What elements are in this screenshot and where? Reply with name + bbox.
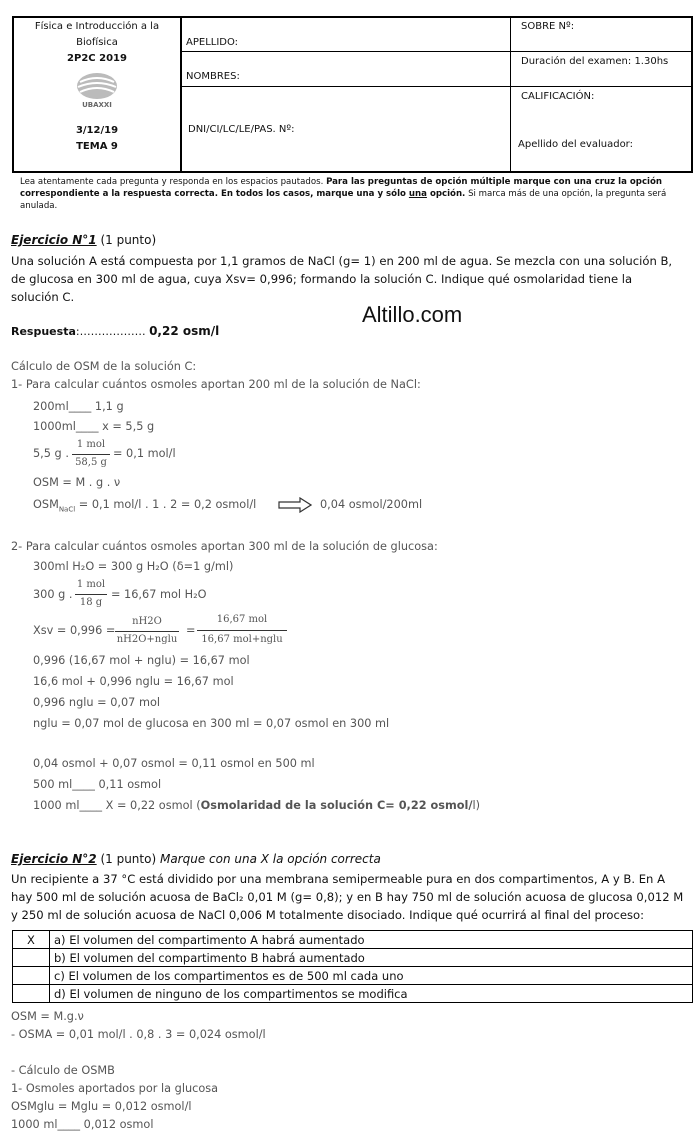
option-b-mark[interactable]: [13, 949, 50, 967]
calc-title: Cálculo de OSM de la solución C:: [11, 360, 197, 373]
s2-line4: 0,996 (16,67 mol + nglu) = 16,67 mol: [33, 654, 250, 667]
course-name-line1: Física e Introducción a la: [34, 21, 160, 32]
s1-line3-pre: 5,5 g .: [33, 447, 69, 460]
options-table: [12, 930, 693, 1003]
s1-line5-post: = 0,1 mol/l . 1 . 2 = 0,2 osmol/l: [75, 498, 257, 511]
ej1-title: Ejercicio N°1: [11, 233, 97, 247]
ej2-text3: y 250 ml de solución acuosa de NaCl 0,006 M totalmente disociado. Indique qué ocurrirá al final del proceso:: [11, 908, 645, 922]
ej1-answer: [11, 324, 219, 338]
instr-line1-b: Para las preguntas de opción múltiple marque con una cruz la opción: [326, 177, 663, 187]
watermark: Altillo.com: [362, 302, 463, 327]
s1-line3-post: = 0,1 mol/l: [113, 447, 176, 460]
respuesta-value: 0,22 osm/l: [149, 324, 220, 338]
option-c-mark[interactable]: [13, 967, 50, 985]
option-row[interactable]: [13, 949, 693, 967]
instr-line3: anulada.: [20, 201, 58, 211]
ej2-w6: 1000 ml____ 0,012 osmol: [11, 1118, 154, 1131]
s2-frac1-den: nH2O+nglu: [116, 634, 178, 645]
s3-line3-post: l): [472, 799, 481, 812]
grading-info-cell: [510, 18, 691, 171]
logo-text: UBAXXI: [82, 101, 112, 108]
s1-line4: OSM = M . g . ν: [33, 476, 121, 489]
ubaxxi-logo: [74, 70, 120, 108]
s1-line5-pre: OSM: [33, 498, 59, 511]
s3-line3-bold: Osmolaridad de la solución C= 0,22 osmol/: [200, 799, 473, 812]
instr-line2-una: una: [408, 189, 427, 199]
step2-title: 2- Para calcular cuántos osmoles aportan 300 ml de la solución de glucosa:: [11, 540, 438, 553]
course-name-line2: Biofísica: [76, 37, 118, 48]
ej1-statement: [11, 252, 672, 306]
respuesta-label: Respuesta: [11, 325, 76, 338]
ej2-w4: 1- Osmoles aportados por la glucosa: [11, 1082, 219, 1095]
ej1-text3: solución C.: [11, 290, 75, 304]
s2-line2-post: = 16,67 mol H₂O: [111, 588, 207, 601]
s3-line1: 0,04 osmol + 0,07 osmol = 0,11 osmol en 500 ml: [33, 757, 315, 770]
s1-line2: 1000ml____ x = 5,5 g: [33, 420, 155, 433]
s1-frac-num: 1 mol: [76, 439, 106, 450]
option-c-text: c) El volumen de los compartimentos es de 500 ml cada uno: [50, 967, 693, 985]
instr-line2-b: opción.: [426, 189, 466, 199]
option-a-text: a) El volumen del compartimento A habrá aumentado: [50, 931, 693, 949]
option-b-text: b) El volumen del compartimento B habrá aumentado: [50, 949, 693, 967]
calificacion-label: CALIFICACIÓN:: [521, 91, 595, 102]
s1-line5: [33, 498, 256, 513]
s2-line2-pre: 300 g .: [33, 588, 73, 601]
s1-line5-result: 0,04 osmol/200ml: [320, 498, 423, 511]
instr-line2-a: correspondiente a la respuesta correcta. En todos los casos, marque una y sólo: [20, 189, 409, 199]
instr-line2-c: Si marca más de una opción, la pregunta será: [468, 189, 667, 199]
s2-line3-eq: =: [186, 624, 196, 637]
student-info-cell: [180, 18, 511, 171]
ej2-title: Ejercicio N°2: [11, 852, 97, 866]
ej2-w2: - OSMA = 0,01 mol/l . 0,8 . 3 = 0,024 osmol/l: [11, 1028, 266, 1041]
duracion-label: Duración del examen: 1.30hs: [521, 56, 669, 67]
dni-label: DNI/CI/LC/LE/PAS. Nº:: [188, 124, 295, 135]
sobre-label: SOBRE Nº:: [521, 21, 575, 32]
s2-line6: 0,996 nglu = 0,07 mol: [33, 696, 161, 709]
ej2-text1: Un recipiente a 37 °C está dividido por una membrana semipermeable pura en dos compartimentos, A y B. En A: [11, 872, 665, 886]
instructions: [20, 176, 666, 212]
right-arrow-icon: [278, 497, 312, 513]
s2-line1: 300ml H₂O = 300 g H₂O (δ=1 g/ml): [33, 560, 234, 573]
exam-header: [12, 16, 693, 173]
ej2-w1: OSM = M.g.ν: [11, 1010, 84, 1023]
ej1-points: (1 punto): [96, 233, 157, 247]
respuesta-dots: :………………: [75, 325, 150, 338]
s2-frac1-num: nH2O: [132, 616, 162, 627]
exam-date: 3/12/19: [75, 125, 119, 136]
apellido-label: APELLIDO:: [186, 37, 239, 48]
ej2-text2: hay 500 ml de solución acuosa de BaCl₂ 0,01 M (g= 0,8); y en B hay 750 ml de solución acuosa de glucosa 0,012 M: [11, 890, 684, 904]
option-row[interactable]: [13, 967, 693, 985]
s1-line1: 200ml____ 1,1 g: [33, 400, 124, 413]
option-a-mark[interactable]: X: [13, 931, 50, 949]
s2-frac2-num: 16,67 mol: [216, 614, 268, 625]
ej2-heading: [11, 852, 381, 866]
step1-title: 1- Para calcular cuántos osmoles aportan 200 ml de la solución de NaCl:: [11, 378, 421, 391]
ej2-working: [11, 1008, 266, 1134]
nombres-label: NOMBRES:: [186, 71, 240, 82]
course-code: 2P2C 2019: [67, 53, 127, 64]
course-info-cell: [14, 18, 182, 171]
option-d-text: d) El volumen de ninguno de los compartimentos se modifica: [50, 985, 693, 1003]
option-row[interactable]: [13, 931, 693, 949]
instr-line1-a: Lea atentamente cada pregunta y responda en los espacios pautados.: [20, 177, 324, 187]
evaluador-label: Apellido del evaluador:: [518, 139, 633, 150]
ej2-instruction: Marque con una X la opción correcta: [159, 852, 381, 866]
s1-line5-sub: NaCl: [58, 505, 76, 514]
s3-line3-pre: 1000 ml____ X = 0,22 osmol (: [33, 799, 201, 812]
s2-frac-den: 18 g: [79, 597, 103, 608]
ej2-w5: OSMglu = Mglu = 0,012 osmol/l: [11, 1100, 192, 1113]
ej2-w3: - Cálculo de OSMB: [11, 1064, 115, 1077]
ej1-text2: de glucosa en 300 ml de agua, cuya Xsv= 0,996; formando la solución C. Indique qué osmolaridad tiene la: [11, 272, 633, 286]
s2-line5: 16,6 mol + 0,996 nglu = 16,67 mol: [33, 675, 234, 688]
ej1-heading: [11, 233, 156, 247]
ej1-text1: Una solución A está compuesta por 1,1 gramos de NaCl (g= 1) en 200 ml de agua. Se mezcla con una solución B,: [11, 254, 673, 268]
option-row[interactable]: [13, 985, 693, 1003]
ej2-statement: [11, 870, 683, 924]
s3-line2: 500 ml____ 0,11 osmol: [33, 778, 162, 791]
s2-line3-pre: Xsv = 0,996 =: [33, 624, 116, 637]
s2-frac-num: 1 mol: [76, 579, 106, 590]
s2-line7: nglu = 0,07 mol de glucosa en 300 ml = 0,07 osmol en 300 ml: [33, 717, 390, 730]
ej2-points: (1 punto): [96, 852, 160, 866]
exam-tema: TEMA 9: [76, 141, 118, 152]
s2-frac2-den: 16,67 mol+nglu: [201, 634, 283, 645]
s1-frac-den: 58,5 g: [75, 457, 107, 468]
s3-line3: [33, 799, 480, 812]
option-d-mark[interactable]: [13, 985, 50, 1003]
